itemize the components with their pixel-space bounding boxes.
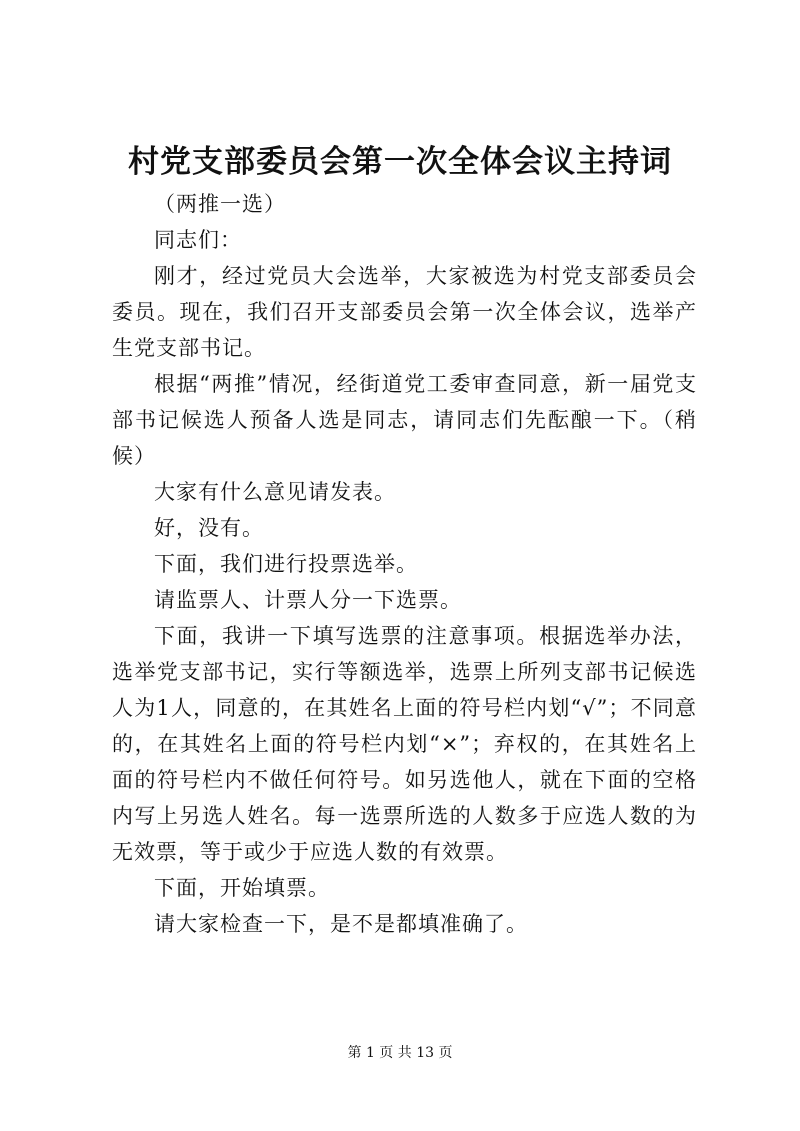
document-title: 村党支部委员会第一次全体会议主持词: [128, 144, 672, 180]
paragraph: 根据“两推”情况，经街道党工委审查同意，新一届党支部书记候选人预备人选是同志，请同志们先酝酿一下。（稍候）: [112, 372, 697, 468]
paragraph: 刚才，经过党员大会选举，大家被选为村党支部委员会委员。现在，我们召开支部委员会第一次全体会议，选举产生党支部书记。: [112, 264, 697, 360]
page-number-footer: 第 1 页 共 13 页: [347, 1045, 453, 1061]
paragraph: 大家有什么意见请发表。: [154, 480, 396, 504]
paragraph: 好，没有。: [154, 516, 264, 540]
paragraph: 下面，我讲一下填写选票的注意事项。根据选举办法，选举党支部书记，实行等额选举，选票上所列支部书记候选人为1人，同意的，在其姓名上面的符号栏内划“√”；不同意的，在其姓名上面的符号栏内划“×”；弃权的，在其姓名上面的符号栏内不做任何符号。如另选他人，就在下面的空格内写上另选人姓名。每一选票所选的人数多于应选人数的为无效票，等于或少于应选人数的有效票。: [112, 624, 697, 864]
paragraph-subtitle: （两推一选）: [154, 192, 286, 216]
paragraph-salutation: 同志们：: [154, 228, 242, 252]
paragraph: 下面，我们进行投票选举。: [154, 552, 418, 576]
document-body: [112, 186, 697, 942]
paragraph: 请监票人、计票人分一下选票。: [154, 588, 462, 612]
paragraph: 下面，开始填票。: [154, 876, 330, 900]
paragraph: 请大家检查一下，是不是都填准确了。: [154, 912, 528, 936]
